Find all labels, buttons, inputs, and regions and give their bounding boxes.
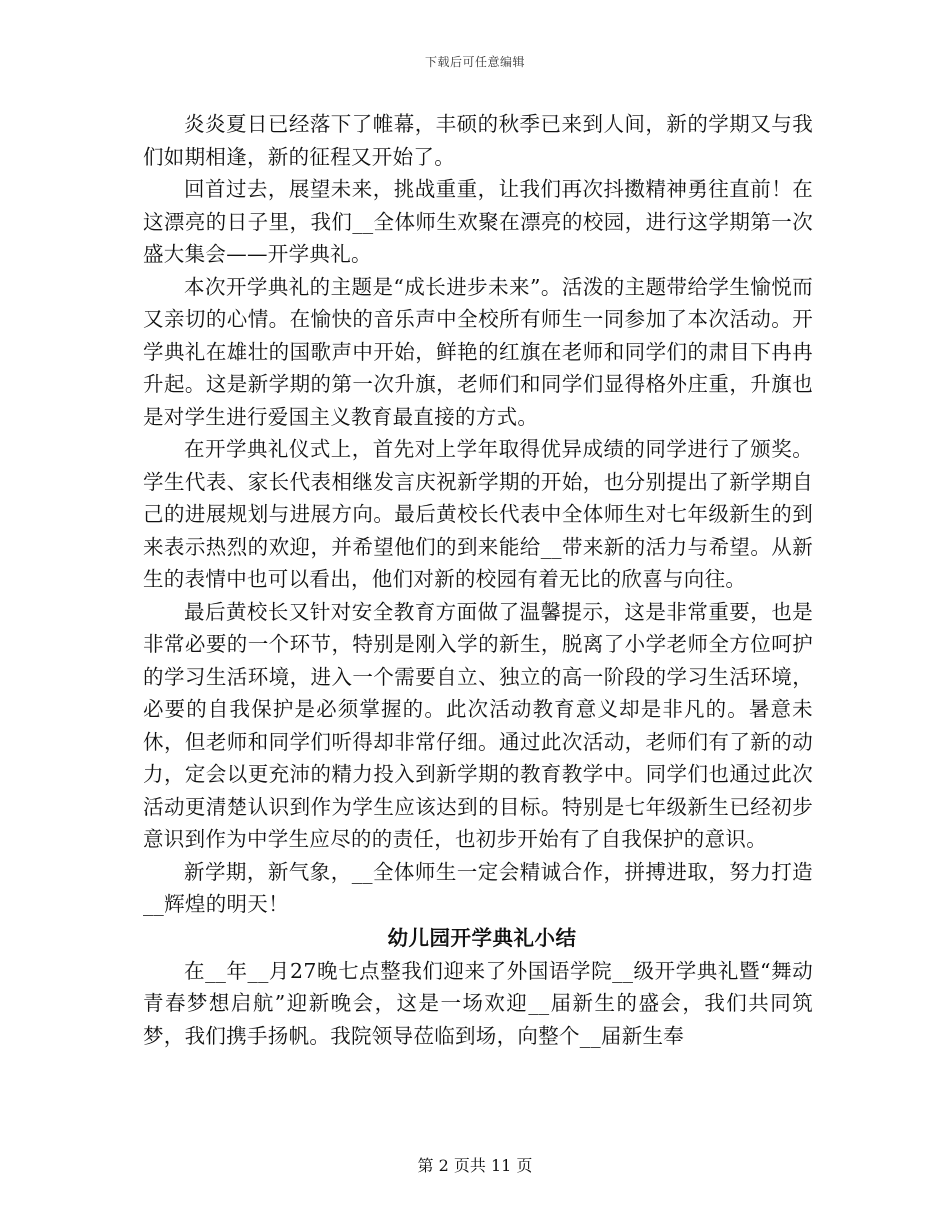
page-number: 第 2 页共 11 页 [417, 1156, 533, 1175]
paragraph: 在开学典礼仪式上，首先对上学年取得优异成绩的同学进行了颁奖。学生代表、家长代表相继发言庆祝新学期的开始，也分别提出了新学期自己的进展规划与进展方向。最后黄校长代表中全体师生对七年级新生的到来表示热烈的欢迎，并希望他们的到来能给__带来新的活力与希望。从新生的表情中也可以看出，他们对新的校园有着无比的欣喜与向往。 [143, 437, 813, 591]
paragraph: 本次开学典礼的主题是“成长进步未来”。活泼的主题带给学生愉悦而又亲切的心情。在愉快的音乐声中全校所有师生一同参加了本次活动。开学典礼在雄壮的国歌声中开始，鲜艳的红旗在老师和同学们的肃目下冉冉升起。这是新学期的第一次升旗，老师们和同学们显得格外庄重，升旗也是对学生进行爱国主义教育最直接的方式。 [143, 274, 813, 429]
paragraph: 回首过去，展望未来，挑战重重，让我们再次抖擞精神勇往直前！在这漂亮的日子里，我们__全体师生欢聚在漂亮的校园，进行这学期第一次盛大集会——开学典礼。 [143, 177, 813, 266]
paragraph: 新学期，新气象，__全体师生一定会精诚合作，拼搏进取，努力打造__辉煌的明天！ [143, 859, 813, 916]
section-title: 幼儿园开学典礼小结 [387, 925, 577, 950]
paragraph: 炎炎夏日已经落下了帷幕，丰硕的秋季已来到人间，新的学期又与我们如期相逢，新的征程又开始了。 [143, 112, 813, 169]
page-header: 下载后可任意编辑 [424, 55, 525, 69]
paragraph: 最后黄校长又针对安全教育方面做了温馨提示，这是非常重要，也是非常必要的一个环节，特别是刚入学的新生，脱离了小学老师全方位呵护的学习生活环境，进入一个需要自立、独立的高一阶段的学习生活环境，必要的自我保护是必须掌握的。此次活动教育意义却是非凡的。暑意未休，但老师和同学们听得却非常仔细。通过此次活动，老师们有了新的动力，定会以更充沛的精力投入到新学期的教育教学中。同学们也通过此次活动更清楚认识到作为学生应该达到的目标。特别是七年级新生已经初步意识到作为中学生应尽的的责任，也初步开始有了自我保护的意识。 [143, 599, 813, 851]
paragraph: 在__年__月27晚七点整我们迎来了外国语学院__级开学典礼暨“舞动青春梦想启航”迎新晚会，这是一场欢迎__届新生的盛会，我们共同筑梦，我们携手扬帆。我院领导莅临到场，向整个__届新生奉 [143, 958, 813, 1048]
document-body [143, 108, 813, 1052]
